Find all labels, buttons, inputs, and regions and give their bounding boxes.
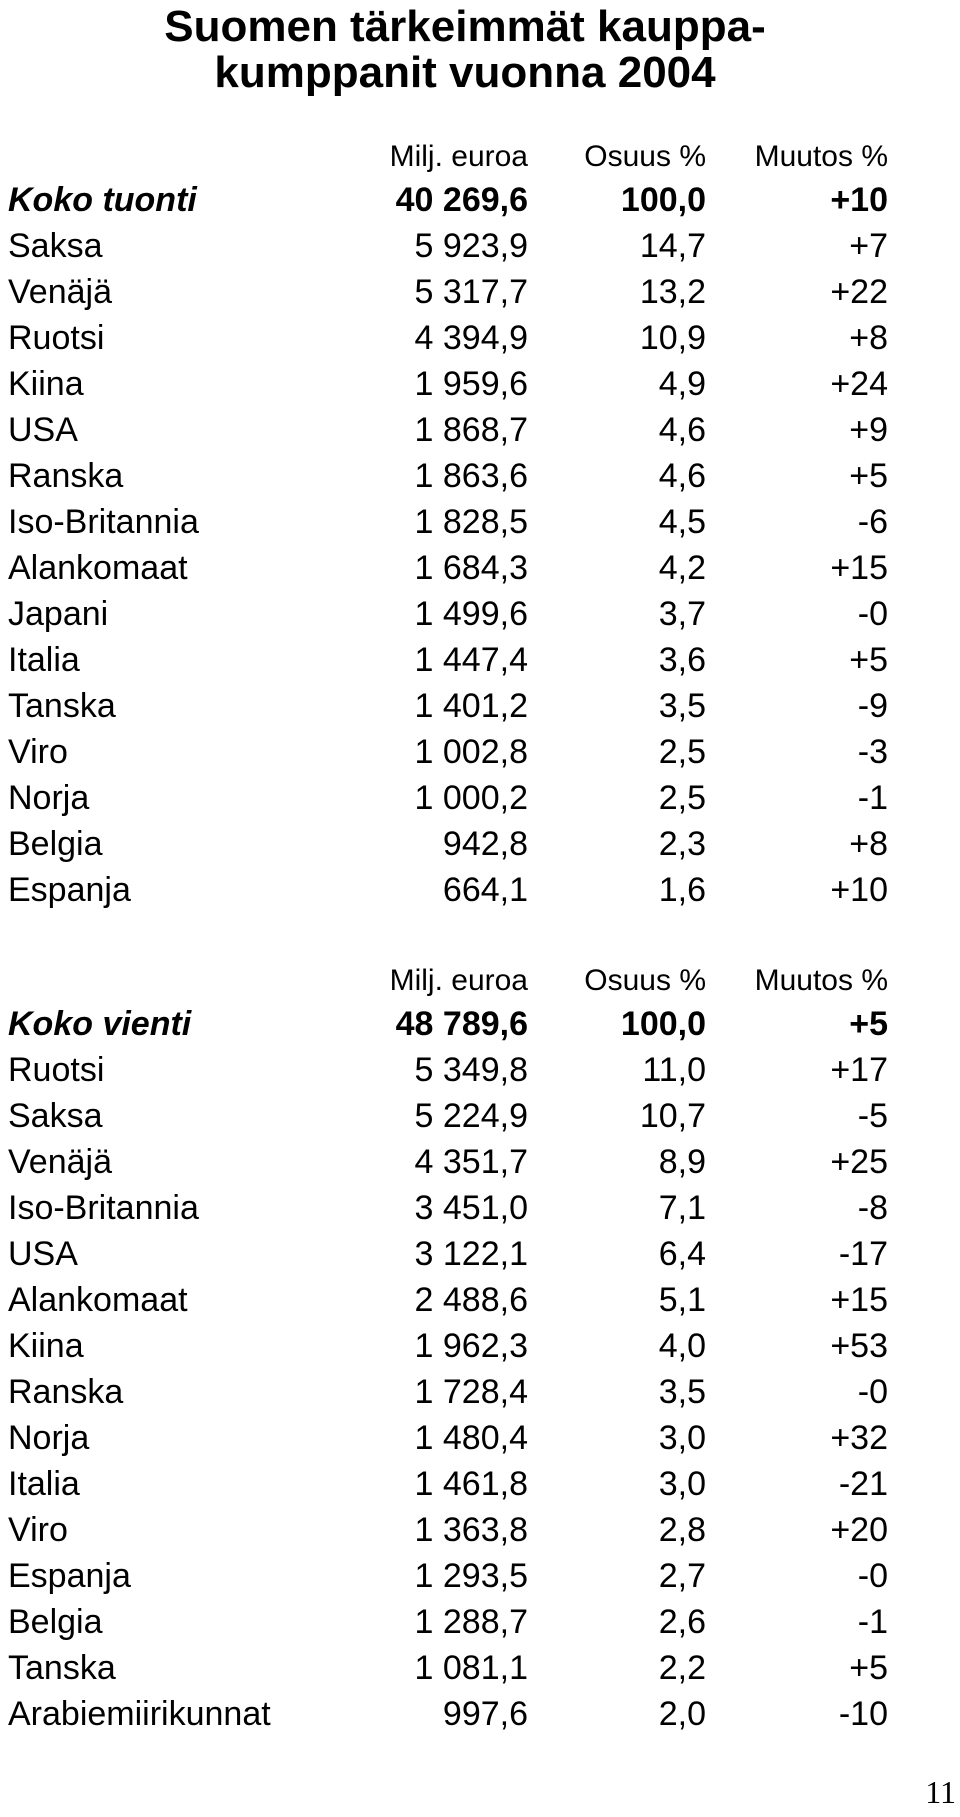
- import-table-row: [8, 407, 888, 453]
- page-title: [0, 4, 930, 96]
- import-header-value: Milj. euroa: [389, 140, 528, 173]
- export-row-change: +32: [830, 1419, 888, 1457]
- page-title-line-1: Suomen tärkeimmät kauppa-: [164, 2, 766, 51]
- import-row-country: Ruotsi: [8, 319, 105, 357]
- import-row-value: 1 684,3: [414, 549, 528, 587]
- export-row-value: 997,6: [442, 1695, 528, 1733]
- import-table-row: [8, 729, 888, 775]
- export-row-value: 4 351,7: [414, 1143, 528, 1181]
- export-total-change: +5: [849, 1005, 888, 1043]
- import-row-country: Tanska: [8, 687, 116, 725]
- export-row-change: +5: [849, 1649, 888, 1687]
- import-total-name: Koko tuonti: [8, 181, 197, 219]
- export-row-value: 1 728,4: [414, 1373, 528, 1411]
- export-table-row: [8, 1231, 888, 1277]
- import-table-row: [8, 637, 888, 683]
- import-row-value: 1 000,2: [414, 779, 528, 817]
- export-table-row: [8, 1645, 888, 1691]
- export-table-row: [8, 1139, 888, 1185]
- export-row-country: Alankomaat: [8, 1281, 188, 1319]
- import-rows: [8, 223, 888, 913]
- import-table: [8, 119, 888, 913]
- export-row-share: 10,7: [639, 1097, 706, 1135]
- export-row-share: 8,9: [658, 1143, 706, 1181]
- export-row-share: 2,0: [658, 1695, 706, 1733]
- export-row-share: 3,0: [658, 1465, 706, 1503]
- export-header-name: [8, 943, 358, 1001]
- import-row-share: 2,5: [658, 733, 706, 771]
- export-row-share: 5,1: [658, 1281, 706, 1319]
- export-row-value: 1 461,8: [414, 1465, 528, 1503]
- export-row-country: Italia: [8, 1465, 80, 1503]
- import-total-share: 100,0: [620, 181, 706, 219]
- export-row-change: +17: [830, 1051, 888, 1089]
- import-header-change: Muutos %: [754, 140, 888, 173]
- export-row-share: 4,0: [658, 1327, 706, 1365]
- export-row-value: 1 962,3: [414, 1327, 528, 1365]
- import-row-value: 1 002,8: [414, 733, 528, 771]
- export-row-value: 3 122,1: [414, 1235, 528, 1273]
- import-row-share: 4,6: [658, 457, 706, 495]
- import-table-row: [8, 775, 888, 821]
- import-row-change: -9: [857, 687, 888, 725]
- import-table-row: [8, 821, 888, 867]
- export-row-change: +20: [830, 1511, 888, 1549]
- export-table-row: [8, 1691, 888, 1737]
- import-row-country: Espanja: [8, 871, 131, 909]
- export-row-country: Arabiemiirikunnat: [8, 1695, 271, 1733]
- export-row-change: -21: [838, 1465, 888, 1503]
- import-table-row: [8, 499, 888, 545]
- import-row-change: +7: [849, 227, 888, 265]
- import-row-share: 13,2: [639, 273, 706, 311]
- import-row-country: Alankomaat: [8, 549, 188, 587]
- export-table-row: [8, 1093, 888, 1139]
- export-total-row: [8, 1001, 888, 1047]
- export-row-country: USA: [8, 1235, 78, 1273]
- export-rows: [8, 1047, 888, 1737]
- import-table-row: [8, 315, 888, 361]
- export-row-value: 1 480,4: [414, 1419, 528, 1457]
- export-row-country: Ruotsi: [8, 1051, 105, 1089]
- import-header-name: [8, 119, 358, 177]
- import-row-country: Italia: [8, 641, 80, 679]
- import-total-change: +10: [830, 181, 888, 219]
- import-row-country: Saksa: [8, 227, 103, 265]
- export-row-country: Venäjä: [8, 1143, 112, 1181]
- export-table: [8, 943, 888, 1737]
- export-header-share: Osuus %: [584, 964, 706, 997]
- import-row-share: 3,5: [658, 687, 706, 725]
- page-title-line-2: kumppanit vuonna 2004: [214, 48, 716, 97]
- export-total-share: 100,0: [620, 1005, 706, 1043]
- import-row-change: +24: [830, 365, 888, 403]
- import-row-value: 5 317,7: [414, 273, 528, 311]
- import-row-country: Ranska: [8, 457, 124, 495]
- export-row-country: Norja: [8, 1419, 90, 1457]
- export-table-row: [8, 1507, 888, 1553]
- export-row-change: +25: [830, 1143, 888, 1181]
- export-row-value: 3 451,0: [414, 1189, 528, 1227]
- import-row-country: Norja: [8, 779, 90, 817]
- import-row-share: 1,6: [658, 871, 706, 909]
- export-table-row: [8, 1599, 888, 1645]
- export-row-change: -0: [857, 1557, 888, 1595]
- import-row-share: 10,9: [639, 319, 706, 357]
- export-row-value: 1 081,1: [414, 1649, 528, 1687]
- export-row-change: -0: [857, 1373, 888, 1411]
- export-row-change: -10: [838, 1695, 888, 1733]
- import-total-row: [8, 177, 888, 223]
- export-table-row: [8, 1323, 888, 1369]
- import-row-change: +22: [830, 273, 888, 311]
- export-table-row: [8, 1185, 888, 1231]
- export-row-change: -1: [857, 1603, 888, 1641]
- export-row-change: -17: [838, 1235, 888, 1273]
- export-table-row: [8, 1277, 888, 1323]
- import-table-row: [8, 223, 888, 269]
- import-table-row: [8, 361, 888, 407]
- export-row-value: 5 224,9: [414, 1097, 528, 1135]
- import-row-change: -1: [857, 779, 888, 817]
- import-row-value: 1 499,6: [414, 595, 528, 633]
- import-row-value: 1 959,6: [414, 365, 528, 403]
- export-row-change: -8: [857, 1189, 888, 1227]
- export-table-row: [8, 1047, 888, 1093]
- export-row-country: Saksa: [8, 1097, 103, 1135]
- export-row-share: 2,7: [658, 1557, 706, 1595]
- import-row-country: Iso-Britannia: [8, 503, 199, 541]
- import-row-value: 4 394,9: [414, 319, 528, 357]
- export-row-country: Espanja: [8, 1557, 131, 1595]
- export-row-country: Viro: [8, 1511, 68, 1549]
- import-table-row: [8, 545, 888, 591]
- export-row-country: Ranska: [8, 1373, 124, 1411]
- import-row-value: 1 868,7: [414, 411, 528, 449]
- import-row-share: 2,5: [658, 779, 706, 817]
- import-row-country: USA: [8, 411, 78, 449]
- export-row-country: Belgia: [8, 1603, 103, 1641]
- export-row-value: 5 349,8: [414, 1051, 528, 1089]
- import-row-change: -6: [857, 503, 888, 541]
- export-table-row: [8, 1553, 888, 1599]
- import-row-change: +5: [849, 457, 888, 495]
- export-table-row: [8, 1369, 888, 1415]
- export-row-change: -5: [857, 1097, 888, 1135]
- import-row-share: 4,5: [658, 503, 706, 541]
- import-row-country: Japani: [8, 595, 109, 633]
- import-row-change: -3: [857, 733, 888, 771]
- import-row-value: 664,1: [442, 871, 528, 909]
- import-row-change: +15: [830, 549, 888, 587]
- import-row-value: 1 863,6: [414, 457, 528, 495]
- import-row-country: Venäjä: [8, 273, 112, 311]
- export-row-share: 11,0: [642, 1051, 706, 1089]
- export-row-share: 7,1: [658, 1189, 706, 1227]
- import-row-share: 2,3: [658, 825, 706, 863]
- export-row-value: 1 293,5: [414, 1557, 528, 1595]
- export-row-country: Iso-Britannia: [8, 1189, 199, 1227]
- export-header-row: [8, 943, 888, 1001]
- import-table-row: [8, 453, 888, 499]
- export-row-share: 2,2: [658, 1649, 706, 1687]
- import-row-share: 4,9: [658, 365, 706, 403]
- import-table-row: [8, 683, 888, 729]
- import-table-row: [8, 269, 888, 315]
- export-row-country: Tanska: [8, 1649, 116, 1687]
- import-row-value: 942,8: [442, 825, 528, 863]
- import-row-value: 5 923,9: [414, 227, 528, 265]
- export-row-value: 1 363,8: [414, 1511, 528, 1549]
- import-row-country: Viro: [8, 733, 68, 771]
- import-row-change: +10: [830, 871, 888, 909]
- import-row-share: 14,7: [639, 227, 706, 265]
- import-row-share: 3,7: [658, 595, 706, 633]
- export-header-value: Milj. euroa: [389, 964, 528, 997]
- export-row-value: 2 488,6: [414, 1281, 528, 1319]
- import-row-change: +5: [849, 641, 888, 679]
- import-row-country: Kiina: [8, 365, 84, 403]
- export-row-value: 1 288,7: [414, 1603, 528, 1641]
- import-header-row: [8, 119, 888, 177]
- import-row-change: +8: [849, 319, 888, 357]
- import-row-country: Belgia: [8, 825, 103, 863]
- import-row-share: 4,6: [658, 411, 706, 449]
- import-table-row: [8, 591, 888, 637]
- export-row-share: 3,0: [658, 1419, 706, 1457]
- export-row-change: +15: [830, 1281, 888, 1319]
- export-total-value: 48 789,6: [395, 1005, 528, 1043]
- import-row-value: 1 447,4: [414, 641, 528, 679]
- export-row-change: +53: [830, 1327, 888, 1365]
- import-row-change: +9: [849, 411, 888, 449]
- page-number: 11: [925, 1774, 956, 1810]
- export-row-share: 2,8: [658, 1511, 706, 1549]
- import-row-value: 1 828,5: [414, 503, 528, 541]
- export-total-name: Koko vienti: [8, 1005, 192, 1043]
- import-row-change: +8: [849, 825, 888, 863]
- import-header-share: Osuus %: [584, 140, 706, 173]
- export-table-row: [8, 1461, 888, 1507]
- export-table-row: [8, 1415, 888, 1461]
- export-header-change: Muutos %: [754, 964, 888, 997]
- export-row-share: 6,4: [658, 1235, 706, 1273]
- export-row-share: 2,6: [658, 1603, 706, 1641]
- import-row-value: 1 401,2: [414, 687, 528, 725]
- export-row-country: Kiina: [8, 1327, 84, 1365]
- export-row-share: 3,5: [658, 1373, 706, 1411]
- import-table-row: [8, 867, 888, 913]
- import-row-share: 3,6: [658, 641, 706, 679]
- import-row-change: -0: [857, 595, 888, 633]
- import-row-share: 4,2: [658, 549, 706, 587]
- import-total-value: 40 269,6: [395, 181, 528, 219]
